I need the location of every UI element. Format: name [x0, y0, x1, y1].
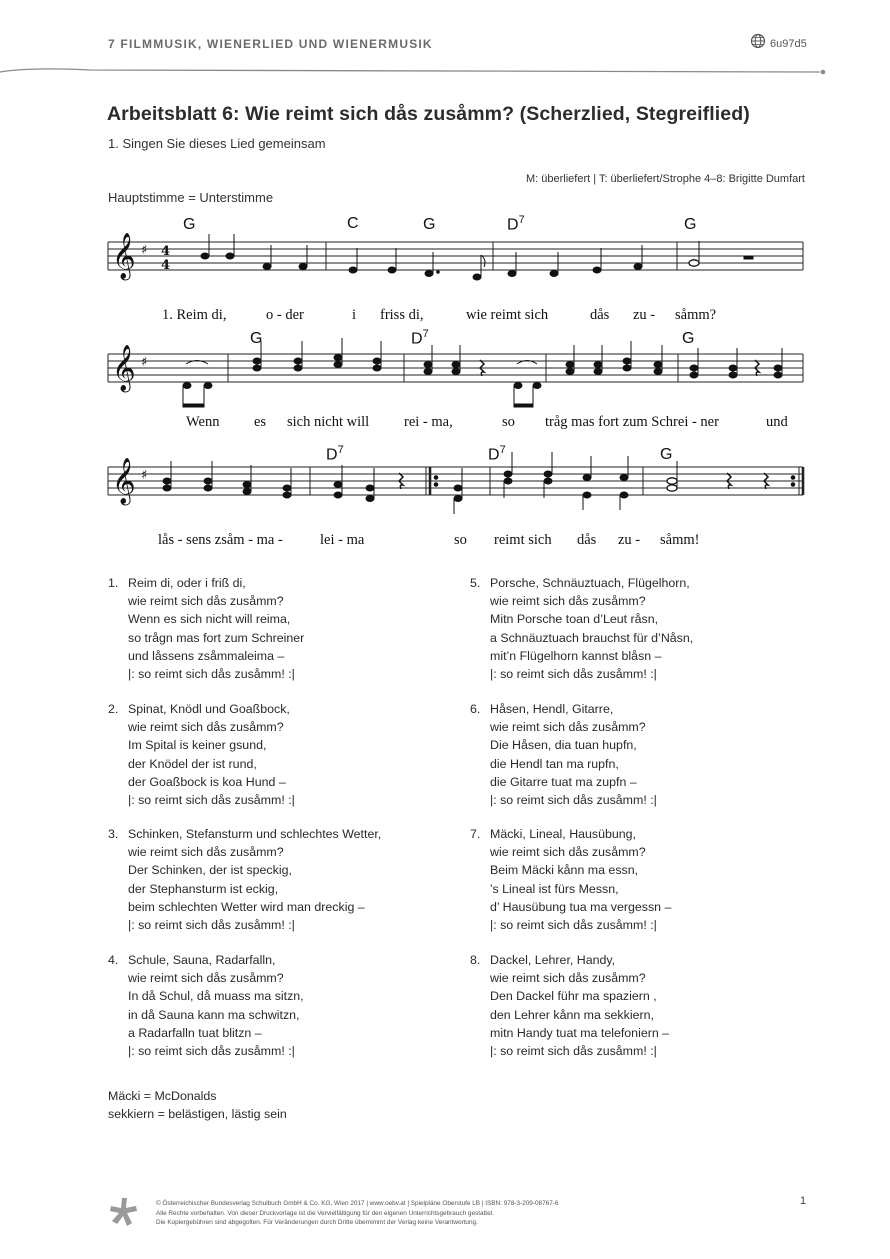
lyric: zu - [633, 307, 656, 323]
chord-seventh: 7 [422, 328, 429, 340]
glossary [108, 1087, 287, 1123]
chord-g: G [660, 446, 673, 463]
verse-line: |: so reimt sich dås zusåmm! :| [128, 918, 295, 933]
verse-line: wie reimt sich dås zusåmm? [490, 845, 646, 860]
credits: M: überliefert | T: überliefert/Strophe 4–8: Brigitte Dumfart [525, 173, 805, 185]
verse-number: 8. [470, 953, 481, 967]
lyric: lås - sens zsåm - ma - [158, 532, 283, 548]
chord-c: C [347, 215, 359, 232]
verse-line: der Goaßbock is koa Hund – [128, 774, 286, 789]
verse-8 [470, 951, 669, 1060]
verse-line: der Stephansturm ist eckig, [128, 881, 279, 896]
verse-number: 5. [470, 576, 481, 590]
chord-root: D [411, 330, 423, 348]
glossary-item: Mäcki = McDonalds [108, 1089, 217, 1103]
verse-line: Schule, Sauna, Radarfalln, [128, 953, 276, 967]
verse-line: |: so reimt sich dås zusåmm! :| [128, 793, 295, 808]
svg-text:♯: ♯ [141, 355, 148, 370]
lyric: lei - ma [320, 532, 365, 548]
verse-line: mit’n Flügelhorn kannst blåsn – [490, 648, 662, 663]
verse-line: wie reimt sich dås zusåmm? [128, 971, 284, 986]
verse-line: Reim di, oder i friß di, [128, 576, 246, 590]
footer-legal [156, 1199, 558, 1228]
verse-line: so trågn mas fort zum Schreiner [128, 630, 305, 645]
verse-number: 4. [108, 953, 119, 967]
verse-line: a Radarfalln tuat blitzn – [128, 1025, 262, 1040]
publisher-logo-icon [108, 1196, 140, 1228]
lyric: sich nicht will [287, 414, 370, 430]
treble-clef: 𝄞 [112, 233, 136, 279]
chord-seventh: 7 [337, 444, 344, 456]
globe-icon [750, 33, 766, 49]
lyric: wie reimt sich [466, 307, 549, 323]
verse-line: In då Schul, då muass ma sitzn, [128, 989, 304, 1004]
verse-line: Beim Mäcki kånn ma essn, [490, 863, 639, 878]
verse-line: |: so reimt sich dås zusåmm! :| [490, 667, 657, 682]
chapter-title: 7 FILMMUSIK, WIENERLIED UND WIENERMUSIK [108, 37, 433, 51]
verse-line: |: so reimt sich dås zusåmm! :| [490, 918, 657, 933]
verse-line: Im Spital is keiner gsund, [128, 738, 267, 753]
verse-6 [470, 700, 657, 809]
verse-4 [108, 951, 304, 1060]
lyric: Wenn [186, 414, 220, 430]
verse-line: |: so reimt sich dås zusåmm! :| [490, 793, 657, 808]
verse-line: Der Schinken, der ist speckig, [128, 863, 292, 878]
staff-system-3 [100, 450, 810, 520]
verse-5 [470, 574, 693, 683]
verse-line: mitn Handy tuat ma telefoniern – [490, 1025, 670, 1040]
verse-2 [108, 700, 295, 809]
chord-seventh: 7 [518, 214, 525, 226]
online-code: 6u97d5 [770, 38, 807, 50]
footer-line: Alle Rechte vorbehalten. Von dieser Druckvorlage ist die Vervielfältigung für den eigenen Unterrichtsgebrauch gestattet. [156, 1209, 495, 1217]
chord-root: D [507, 216, 519, 234]
chord-g: G [183, 216, 196, 233]
chord-root: D [488, 446, 500, 464]
verse-line: Die Håsen, dia tuan hupfn, [490, 738, 637, 753]
voice-note: Hauptstimme = Unterstimme [108, 190, 274, 205]
chord-g: G [250, 330, 263, 347]
worksheet-title: Arbeitsblatt 6: Wie reimt sich dås zusåmm? (Scherzlied, Stegreiflied) [107, 103, 750, 125]
verse-line: Wenn es sich nicht will reima, [128, 612, 291, 627]
lyric: o - der [266, 307, 304, 323]
verse-line: die Gitarre tuat ma zupfn – [490, 774, 637, 789]
verse-line: Porsche, Schnäuztuach, Flügelhorn, [490, 576, 690, 590]
lyric: 1. Reim di, [162, 307, 227, 323]
verse-line: Schinken, Stefansturm und schlechtes Wetter, [128, 827, 382, 841]
verse-line: der Knödel der ist rund, [128, 756, 257, 771]
lyric: zu - [618, 532, 641, 548]
footer-line: Die Kopiergebühren sind abgegolten. Für Veränderungen durch Dritte übernimmt der Verlag keine Verantwortung. [156, 1219, 478, 1226]
verse-line: und låssens zsåmmaleima – [128, 648, 285, 663]
verse-line: wie reimt sich dås zusåmm? [490, 971, 646, 986]
verse-line: wie reimt sich dås zusåmm? [128, 720, 284, 735]
verse-3 [108, 825, 381, 934]
verse-line: Dackel, Lehrer, Handy, [490, 953, 616, 967]
instruction: 1. Singen Sie dieses Lied gemeinsam [108, 136, 326, 151]
verse-7 [470, 825, 671, 934]
lyric: so [454, 532, 467, 548]
verse-number: 3. [108, 827, 119, 841]
verse-line: den Lehrer kånn ma sekkiern, [490, 1007, 654, 1022]
lyric: dås [577, 532, 597, 548]
svg-text:♯: ♯ [141, 468, 148, 483]
svg-text:𝄞: 𝄞 [112, 458, 136, 504]
verse-line: |: so reimt sich dås zusåmm! :| [128, 1044, 295, 1059]
lyric: dås [590, 307, 610, 323]
verse-line: in då Sauna kann ma schwitzn, [128, 1007, 300, 1022]
verse-line: ’s Lineal ist fürs Messn, [490, 881, 619, 896]
verse-number: 7. [470, 827, 481, 841]
staff-system-1 [100, 225, 810, 285]
verse-line: Mitn Porsche toan d’Leut råsn, [490, 612, 659, 627]
verse-number: 2. [108, 702, 119, 716]
chord-g: G [423, 216, 436, 233]
staff-system-2 [100, 337, 810, 415]
verse-line: beim schlechten Wetter wird man dreckig – [128, 899, 365, 914]
svg-text:4: 4 [161, 244, 171, 259]
page-number: 1 [800, 1195, 807, 1207]
lyric: friss di, [380, 307, 424, 323]
lyric: såmm! [660, 532, 700, 548]
verse-line: Den Dackel führ ma spaziern , [490, 989, 657, 1004]
footer-line: © Österreichischer Bundesverlag Schulbuch GmbH & Co. KG, Wien 2017 | www.oebv.at | Spielpläne Oberstufe LB | ISBN: 978-3-209-08767-6 [156, 1200, 559, 1207]
verse-line: d’ Hausübung tua ma vergessn – [490, 899, 672, 914]
verse-line: |: so reimt sich dås zusåmm! :| [128, 667, 295, 682]
verse-line: Spinat, Knödl und Goaßbock, [128, 702, 290, 716]
glossary-item: sekkiern = belästigen, lästig sein [108, 1107, 287, 1122]
chord-g: G [684, 216, 697, 233]
lyric: so [502, 414, 515, 430]
verse-line: wie reimt sich dås zusåmm? [490, 720, 646, 735]
svg-text:𝄞: 𝄞 [112, 345, 136, 391]
lyric: es [254, 414, 267, 430]
chord-root: D [326, 446, 338, 464]
svg-text:4: 4 [161, 258, 171, 273]
verse-line: Håsen, Hendl, Gitarre, [490, 702, 614, 716]
verse-line: wie reimt sich dås zusåmm? [490, 594, 646, 609]
lyric: i [352, 307, 357, 323]
svg-text:♯: ♯ [141, 243, 148, 258]
verse-number: 1. [108, 576, 119, 590]
chord-seventh: 7 [499, 444, 506, 456]
verse-line: a Schnäuztuach brauchst für d’Nåsn, [490, 630, 694, 645]
lyric: rei - ma, [404, 414, 453, 430]
verse-line: |: so reimt sich dås zusåmm! :| [490, 1044, 657, 1059]
verse-line: wie reimt sich dås zusåmm? [128, 845, 284, 860]
lyric: und [766, 414, 788, 430]
verse-line: die Hendl tan ma rupfn, [490, 756, 619, 771]
lyric: såmm? [675, 307, 717, 323]
verse-number: 6. [470, 702, 481, 716]
lyric: tråg mas fort zum Schrei - ner [545, 414, 719, 430]
verse-line: wie reimt sich dås zusåmm? [128, 594, 284, 609]
lyric: reimt sich [494, 532, 552, 548]
chord-g: G [682, 330, 695, 347]
verse-1 [108, 574, 304, 683]
header-divider [0, 66, 890, 78]
verse-line: Mäcki, Lineal, Hausübung, [490, 827, 637, 841]
